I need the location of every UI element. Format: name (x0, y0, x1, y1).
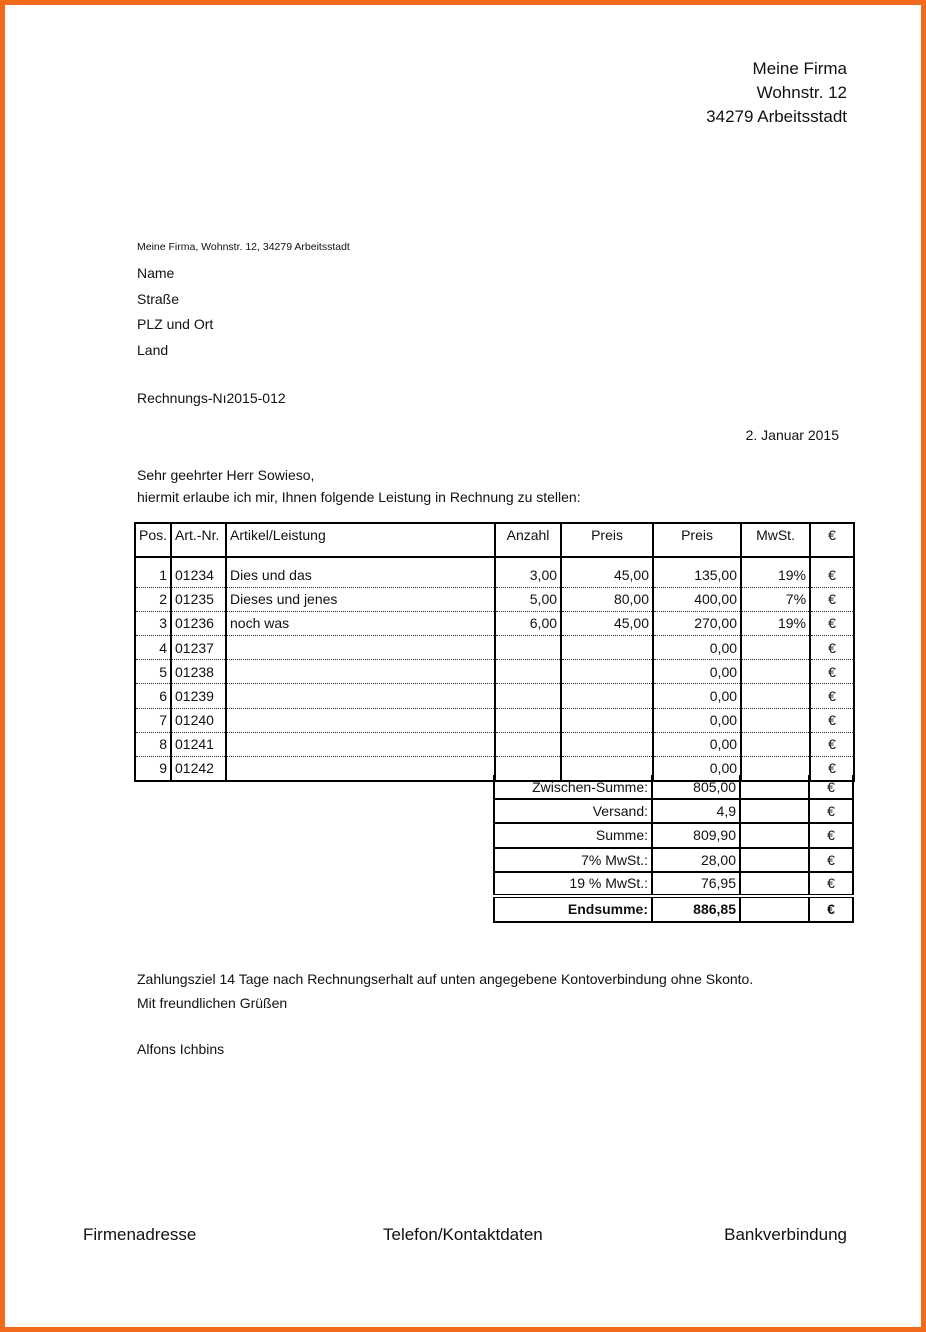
cell-article: Dieses und jenes (226, 587, 495, 611)
cell-total-price: 0,00 (653, 684, 741, 708)
recipient-street: Straße (137, 290, 180, 307)
cell-currency: € (810, 611, 854, 635)
cell-quantity (495, 732, 561, 756)
cell-unit-price (561, 708, 653, 732)
table-row (135, 684, 854, 708)
cell-total-price: 0,00 (653, 636, 741, 660)
cell-vat: 19% (741, 563, 810, 587)
cell-pos: 8 (135, 732, 171, 756)
totals-label: Endsumme: (494, 896, 652, 922)
table-header-row (135, 523, 854, 557)
cell-total-price: 135,00 (653, 563, 741, 587)
sender-name: Meine Firma (752, 59, 847, 78)
cell-pos: 2 (135, 587, 171, 611)
sender-street: Wohnstr. 12 (756, 83, 847, 102)
table-row (135, 587, 854, 611)
footer-company-address: Firmenadresse (83, 1225, 197, 1244)
totals-empty (740, 848, 809, 872)
table-row (135, 636, 854, 660)
header-currency: € (810, 523, 854, 557)
cell-pos: 3 (135, 611, 171, 635)
signature-name: Alfons Ichbins (137, 1041, 225, 1057)
cell-vat (741, 660, 810, 684)
table-row (135, 611, 854, 635)
totals-empty (740, 823, 809, 847)
cell-quantity (495, 660, 561, 684)
cell-unit-price: 80,00 (561, 587, 653, 611)
cell-total-price: 270,00 (653, 611, 741, 635)
cell-art-nr: 01242 (171, 757, 226, 781)
totals-label: 19 % MwSt.: (494, 872, 652, 896)
cell-article (226, 684, 495, 708)
sender-city: 34279 Arbeitsstadt (706, 107, 847, 126)
totals-label: Versand: (494, 799, 652, 823)
header-article: Artikel/Leistung (226, 523, 495, 557)
cell-pos: 6 (135, 684, 171, 708)
header-vat: MwSt. (741, 523, 810, 557)
cell-total-price: 0,00 (653, 757, 741, 781)
totals-value: 886,85 (652, 896, 740, 922)
cell-art-nr: 01236 (171, 611, 226, 635)
totals-row (494, 799, 853, 823)
salutation: Sehr geehrter Herr Sowieso, (137, 467, 315, 483)
totals-value: 4,9 (652, 799, 740, 823)
cell-currency: € (810, 636, 854, 660)
header-unit-price: Preis (561, 523, 653, 557)
header-art-nr: Art.-Nr. (171, 523, 226, 557)
totals-currency: € (809, 775, 853, 799)
totals-row (494, 823, 853, 847)
cell-currency: € (810, 757, 854, 781)
cell-art-nr: 01238 (171, 660, 226, 684)
footer-bank: Bankverbindung (724, 1225, 847, 1244)
items-table (134, 522, 855, 782)
cell-article (226, 757, 495, 781)
closing-text (137, 967, 753, 1015)
cell-vat (741, 636, 810, 660)
cell-art-nr: 01235 (171, 587, 226, 611)
table-row (135, 563, 854, 587)
cell-quantity (495, 708, 561, 732)
footer-contact: Telefon/Kontaktdaten (383, 1225, 543, 1244)
totals-label: 7% MwSt.: (494, 848, 652, 872)
recipient-city: PLZ und Ort (137, 316, 214, 332)
header-pos: Pos. (135, 523, 171, 557)
totals-value: 28,00 (652, 848, 740, 872)
cell-quantity: 6,00 (495, 611, 561, 635)
cell-quantity (495, 684, 561, 708)
cell-currency: € (810, 708, 854, 732)
cell-art-nr: 01234 (171, 563, 226, 587)
cell-pos: 1 (135, 563, 171, 587)
cell-article: Dies und das (226, 563, 495, 587)
cell-currency: € (810, 563, 854, 587)
cell-total-price: 0,00 (653, 660, 741, 684)
cell-unit-price (561, 660, 653, 684)
cell-unit-price (561, 684, 653, 708)
return-address-line: Meine Firma, Wohnstr. 12, 34279 Arbeitsstadt (137, 241, 350, 253)
regards: Mit freundlichen Grüßen (137, 995, 288, 1011)
sender-address (706, 57, 847, 129)
cell-unit-price: 45,00 (561, 563, 653, 587)
cell-article (226, 708, 495, 732)
totals-value: 809,90 (652, 823, 740, 847)
cell-total-price: 0,00 (653, 732, 741, 756)
cell-total-price: 0,00 (653, 708, 741, 732)
totals-currency: € (809, 872, 853, 896)
invoice-number: Rechnungs-Nı2015-012 (137, 390, 286, 406)
cell-art-nr: 01241 (171, 732, 226, 756)
totals-empty (740, 896, 809, 922)
cell-vat: 19% (741, 611, 810, 635)
totals-currency: € (809, 896, 853, 922)
table-row (135, 708, 854, 732)
cell-total-price: 400,00 (653, 587, 741, 611)
table-row (135, 732, 854, 756)
cell-currency: € (810, 587, 854, 611)
header-quantity: Anzahl (495, 523, 561, 557)
totals-label: Zwischen-Summe: (494, 775, 652, 799)
payment-terms: Zahlungsziel 14 Tage nach Rechnungserhalt auf unten angegebene Kontoverbindung ohne Skonto. (137, 971, 754, 987)
cell-quantity: 3,00 (495, 563, 561, 587)
cell-currency: € (810, 732, 854, 756)
cell-art-nr: 01240 (171, 708, 226, 732)
cell-vat (741, 708, 810, 732)
cell-vat (741, 684, 810, 708)
cell-vat: 7% (741, 587, 810, 611)
cell-art-nr: 01237 (171, 636, 226, 660)
totals-row (494, 775, 853, 799)
cell-pos: 9 (135, 757, 171, 781)
totals-empty (740, 872, 809, 896)
recipient-country: Land (137, 341, 169, 358)
cell-art-nr: 01239 (171, 684, 226, 708)
intro-sentence: hiermit erlaube ich mir, Ihnen folgende Leistung in Rechnung zu stellen: (137, 489, 581, 505)
cell-unit-price: 45,00 (561, 611, 653, 635)
cell-quantity (495, 636, 561, 660)
cell-article (226, 636, 495, 660)
totals-currency: € (809, 823, 853, 847)
totals-row (494, 848, 853, 872)
cell-vat (741, 732, 810, 756)
cell-unit-price (561, 732, 653, 756)
cell-article: noch was (226, 611, 495, 635)
cell-currency: € (810, 660, 854, 684)
cell-pos: 4 (135, 636, 171, 660)
cell-currency: € (810, 684, 854, 708)
totals-value: 76,95 (652, 872, 740, 896)
invoice-date: 2. Januar 2015 (745, 427, 839, 443)
recipient-name: Name (137, 265, 175, 281)
totals-empty (740, 799, 809, 823)
totals-table (493, 775, 854, 923)
cell-unit-price (561, 636, 653, 660)
totals-currency: € (809, 799, 853, 823)
grand-total-row (494, 896, 853, 922)
totals-row (494, 872, 853, 896)
intro-text (137, 464, 581, 508)
cell-pos: 5 (135, 660, 171, 684)
cell-pos: 7 (135, 708, 171, 732)
cell-article (226, 660, 495, 684)
totals-empty (740, 775, 809, 799)
totals-label: Summe: (494, 823, 652, 847)
header-total-price: Preis (653, 523, 741, 557)
table-row (135, 660, 854, 684)
recipient-address (137, 261, 213, 363)
totals-currency: € (809, 848, 853, 872)
cell-quantity: 5,00 (495, 587, 561, 611)
totals-value: 805,00 (652, 775, 740, 799)
cell-article (226, 732, 495, 756)
